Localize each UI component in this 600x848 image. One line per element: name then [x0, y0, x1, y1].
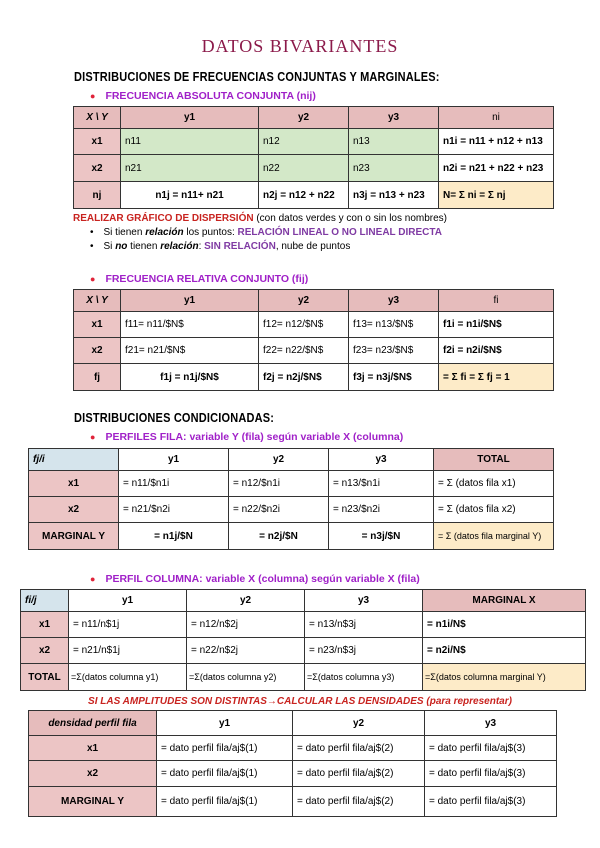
header-cell: X \ Y: [74, 290, 121, 312]
data-cell: n23: [349, 155, 439, 182]
header-cell: y2: [187, 590, 305, 612]
data-cell: = n3j/$N: [329, 523, 434, 550]
data-cell: =Σ(datos columna marginal Y): [423, 664, 586, 691]
header-cell: y2: [293, 711, 425, 736]
data-cell: f11= n11/$N$: [121, 312, 259, 338]
header-cell: y2: [259, 290, 349, 312]
data-cell: = n22/$n2i: [229, 497, 329, 523]
header-cell: fj/i: [29, 449, 119, 471]
row-label: fj: [74, 364, 121, 391]
header-cell: y1: [121, 290, 259, 312]
header-cell: fi: [439, 290, 554, 312]
scatter-bullet-no-relation: • Si no tienen relación: SIN RELACIÓN, nube de puntos: [90, 241, 350, 252]
relative-frequency-table: [73, 289, 554, 391]
row-label: x2: [29, 761, 157, 787]
header-cell: y3: [349, 107, 439, 129]
bullet-perfiles-fila: ● PERFILES FILA: variable Y (fila) según variable X (columna): [90, 431, 404, 443]
data-cell: f2j = n2j/$N$: [259, 364, 349, 391]
data-cell: n11: [121, 129, 259, 155]
row-label: nj: [74, 182, 121, 209]
bullet-frecuencia-relativa: ● FRECUENCIA RELATIVA CONJUNTO (fij): [90, 273, 309, 285]
row-label: x2: [29, 497, 119, 523]
header-cell: fi/j: [21, 590, 69, 612]
scatter-instruction: REALIZAR GRÁFICO DE DISPERSIÓN (con datos verdes y con o sin los nombres): [73, 213, 448, 224]
data-cell: f3j = n3j/$N$: [349, 364, 439, 391]
data-cell: = dato perfil fila/aj$(3): [425, 761, 557, 787]
density-instruction: SI LAS AMPLITUDES SON DISTINTAS→CALCULAR LAS DENSIDADES (para representar): [88, 696, 512, 707]
row-label: x2: [21, 638, 69, 664]
section-heading-frecuencias: DISTRIBUCIONES DE FRECUENCIAS CONJUNTAS Y MARGINALES:: [74, 70, 440, 84]
row-label: x2: [74, 338, 121, 364]
data-cell: n3j = n13 + n23: [349, 182, 439, 209]
data-cell: = n12/n$2j: [187, 612, 305, 638]
scatter-bullet-relation: • Si tienen relación los puntos: RELACIÓN LINEAL O NO LINEAL DIRECTA: [90, 227, 442, 238]
header-cell: y3: [329, 449, 434, 471]
data-cell: = dato perfil fila/aj$(2): [293, 736, 425, 761]
data-cell: =Σ(datos columna y2): [187, 664, 305, 691]
column-profile-table: [20, 589, 586, 691]
data-cell: n21: [121, 155, 259, 182]
data-cell: = Σ (datos fila x1): [434, 471, 554, 497]
data-cell: = Σ (datos fila x2): [434, 497, 554, 523]
data-cell: =Σ(datos columna y3): [305, 664, 423, 691]
data-cell: = n22/n$2j: [187, 638, 305, 664]
data-cell: f23= n23/$N$: [349, 338, 439, 364]
data-cell: = dato perfil fila/aj$(3): [425, 736, 557, 761]
row-label: x1: [74, 312, 121, 338]
row-profile-table: [28, 448, 554, 550]
data-cell: = Σ fi = Σ fj = 1: [439, 364, 554, 391]
data-cell: = n23/n$3j: [305, 638, 423, 664]
row-label: x2: [74, 155, 121, 182]
row-label: MARGINAL Y: [29, 787, 157, 817]
header-cell: y3: [305, 590, 423, 612]
row-label: TOTAL: [21, 664, 69, 691]
data-cell: N= Σ ni = Σ nj: [439, 182, 554, 209]
data-cell: = n11/n$1j: [69, 612, 187, 638]
header-cell: y1: [119, 449, 229, 471]
data-cell: = dato perfil fila/aj$(3): [425, 787, 557, 817]
data-cell: = n2i/N$: [423, 638, 586, 664]
header-cell: ni: [439, 107, 554, 129]
bullet-perfil-columna: ● PERFIL COLUMNA: variable X (columna) según variable X (fila): [90, 573, 420, 585]
data-cell: n22: [259, 155, 349, 182]
data-cell: = dato perfil fila/aj$(1): [157, 761, 293, 787]
data-cell: f1j = n1j/$N$: [121, 364, 259, 391]
header-cell: y1: [69, 590, 187, 612]
density-table: [28, 710, 557, 817]
header-cell: y2: [259, 107, 349, 129]
data-cell: = n21/n$1j: [69, 638, 187, 664]
data-cell: = dato perfil fila/aj$(2): [293, 787, 425, 817]
data-cell: f1i = n1i/$N$: [439, 312, 554, 338]
data-cell: = n23/$n2i: [329, 497, 434, 523]
data-cell: = n2j/$N: [229, 523, 329, 550]
data-cell: n2j = n12 + n22: [259, 182, 349, 209]
row-label: x1: [74, 129, 121, 155]
data-cell: = dato perfil fila/aj$(2): [293, 761, 425, 787]
data-cell: = n12/$n1i: [229, 471, 329, 497]
data-cell: n12: [259, 129, 349, 155]
header-cell: TOTAL: [434, 449, 554, 471]
row-label: MARGINAL Y: [29, 523, 119, 550]
data-cell: n2i = n21 + n22 + n23: [439, 155, 554, 182]
bullet-frecuencia-absoluta: ● FRECUENCIA ABSOLUTA CONJUNTA (nij): [90, 90, 316, 102]
data-cell: f21= n21/$N$: [121, 338, 259, 364]
page-title: DATOS BIVARIANTES: [201, 36, 399, 56]
row-label: x1: [29, 736, 157, 761]
header-cell: y1: [157, 711, 293, 736]
data-cell: = n1i/N$: [423, 612, 586, 638]
data-cell: f22= n22/$N$: [259, 338, 349, 364]
data-cell: = n21/$n2i: [119, 497, 229, 523]
absolute-frequency-table: [73, 106, 554, 209]
header-cell: MARGINAL X: [423, 590, 586, 612]
data-cell: =Σ(datos columna y1): [69, 664, 187, 691]
data-cell: n1j = n11+ n21: [121, 182, 259, 209]
data-cell: f12= n12/$N$: [259, 312, 349, 338]
data-cell: = n1j/$N: [119, 523, 229, 550]
data-cell: n1i = n11 + n12 + n13: [439, 129, 554, 155]
section-heading-condicionadas: DISTRIBUCIONES CONDICIONADAS:: [74, 411, 275, 425]
header-cell: X \ Y: [74, 107, 121, 129]
header-cell: y3: [425, 711, 557, 736]
data-cell: = dato perfil fila/aj$(1): [157, 787, 293, 817]
row-label: x1: [21, 612, 69, 638]
data-cell: = n11/$n1i: [119, 471, 229, 497]
header-cell: y2: [229, 449, 329, 471]
header-cell: y3: [349, 290, 439, 312]
data-cell: f13= n13/$N$: [349, 312, 439, 338]
row-label: x1: [29, 471, 119, 497]
data-cell: = n13/n$3j: [305, 612, 423, 638]
header-cell: y1: [121, 107, 259, 129]
data-cell: = dato perfil fila/aj$(1): [157, 736, 293, 761]
data-cell: = Σ (datos fila marginal Y): [434, 523, 554, 550]
header-cell: densidad perfil fila: [29, 711, 157, 736]
data-cell: n13: [349, 129, 439, 155]
data-cell: f2i = n2i/$N$: [439, 338, 554, 364]
data-cell: = n13/$n1i: [329, 471, 434, 497]
